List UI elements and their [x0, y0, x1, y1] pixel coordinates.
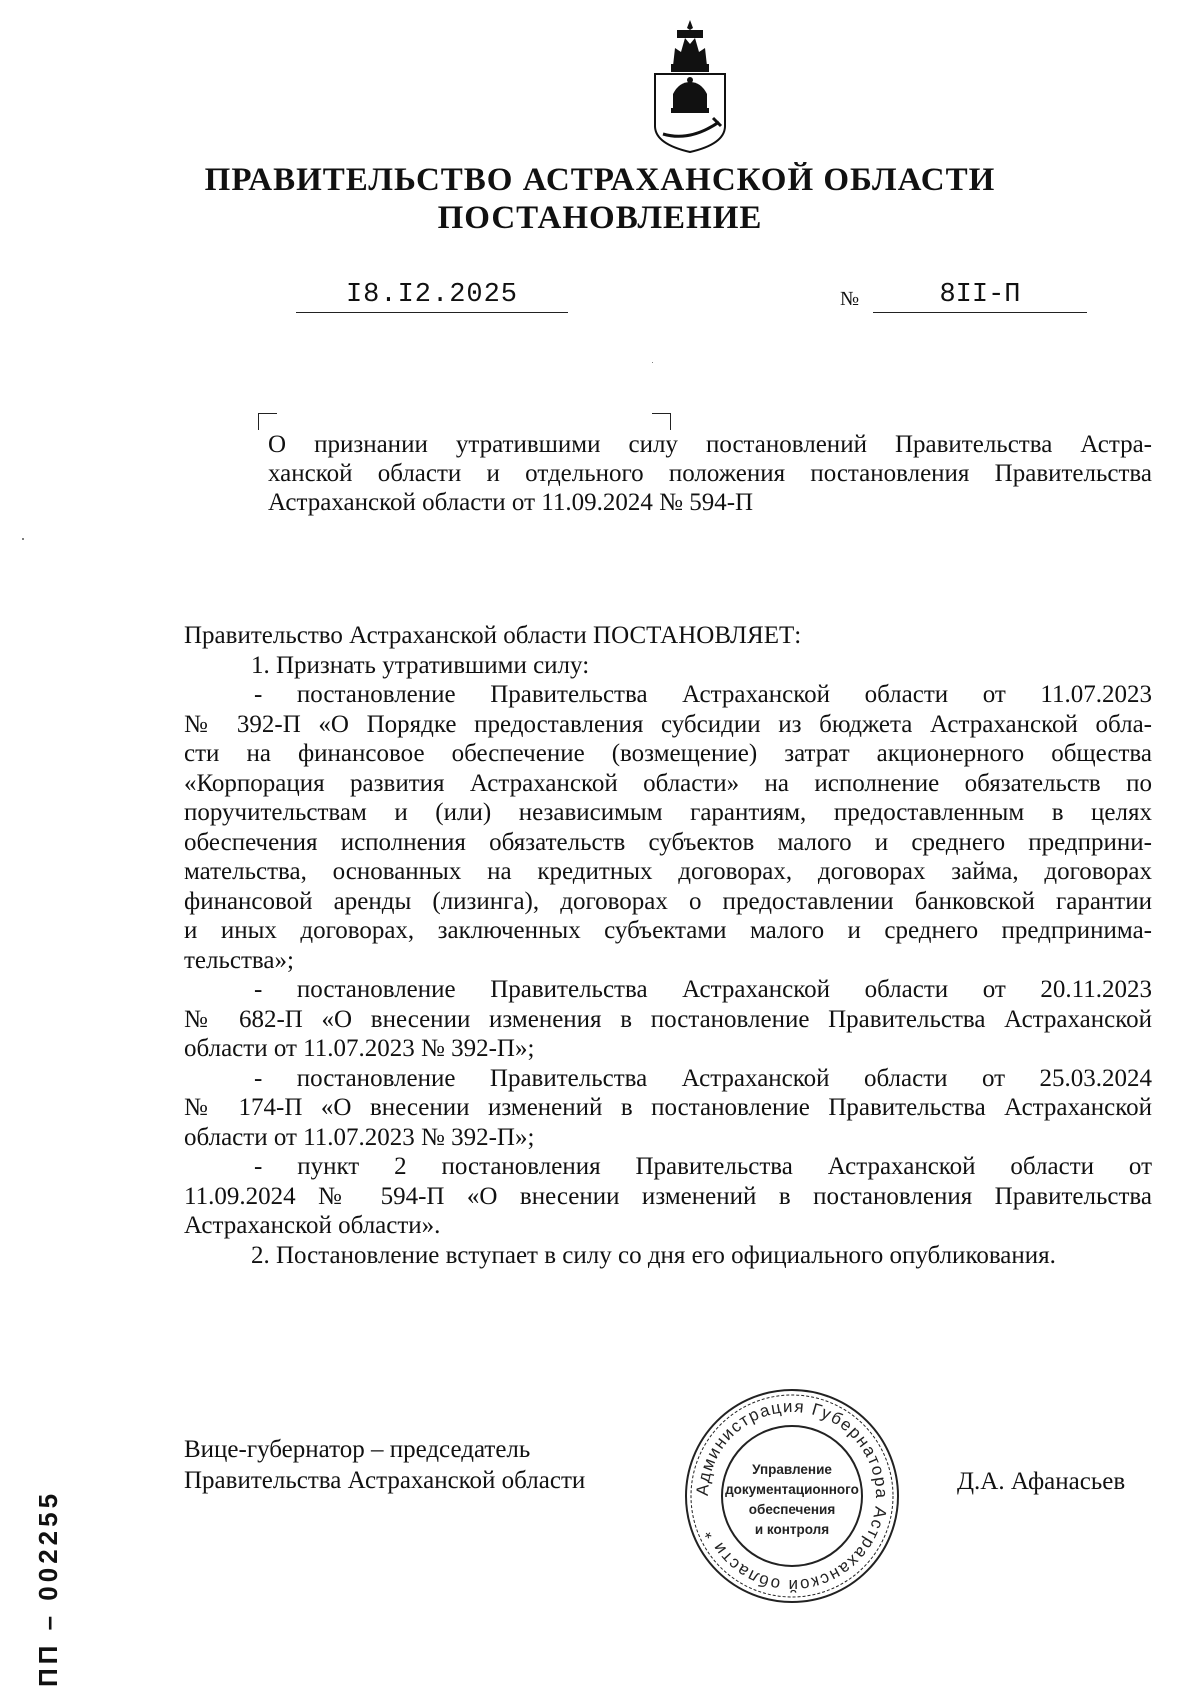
paragraph-1-heading: 1. Признать утратившими силу: — [251, 651, 590, 679]
item-line: обеспечения исполнения обязательств субъектов малого и среднего предприни- — [184, 828, 1152, 856]
scan-speck — [652, 362, 653, 363]
item-line: области от 11.07.2023 № 392-П»; — [184, 1123, 535, 1151]
signer-position — [184, 1434, 585, 1496]
item-line: - пункт 2 постановления Правительства Астраханской области от — [254, 1153, 1152, 1180]
repealed-item-2 — [184, 975, 1152, 1064]
item-line: мательства, основанных на кредитных договорах, договорах займа, договорах — [184, 858, 1152, 885]
item-line: - постановление Правительства Астраханской области от 11.07.2023 — [254, 681, 1152, 708]
body-intro: Правительство Астраханской области ПОСТАНОВЛЯЕТ: — [184, 622, 802, 649]
signer-name: Д.А. Афанасьев — [957, 1468, 1126, 1495]
seal-center-line: документационного — [725, 1482, 859, 1497]
official-seal-stamp — [682, 1386, 902, 1606]
subject-line: О признании утратившими силу постановлений Правительства Астра- — [268, 431, 1152, 458]
document-number: 8II-П — [873, 278, 1087, 313]
subject-corner-mark-left — [258, 413, 277, 430]
seal-center-line: и контроля — [754, 1522, 830, 1537]
item-line: - постановление Правительства Астраханской области от 20.11.2023 — [254, 976, 1152, 1003]
signer-position-line: Вице-губернатор – председатель — [184, 1436, 531, 1463]
repealed-item-3 — [184, 1064, 1152, 1153]
coat-of-arms-emblem — [649, 18, 731, 154]
document-body — [184, 621, 1152, 1270]
item-line: 11.09.2024 № 594-П «О внесении изменений в постановления Правительства — [184, 1182, 1152, 1210]
seal-center-line: обеспечения — [748, 1502, 836, 1517]
side-registration-code: ПП – 002255 — [33, 1489, 63, 1687]
item-line: и иных договорах, заключенных субъектами малого и среднего предпринима- — [184, 917, 1152, 944]
document-type: ПОСТАНОВЛЕНИЕ — [437, 200, 763, 236]
repealed-item-4 — [184, 1152, 1152, 1241]
repealed-item-1 — [184, 680, 1152, 975]
seal-center-line: Управление — [752, 1462, 832, 1477]
item-line: № 174-П «О внесении изменений в постановление Правительства Астраханской — [184, 1094, 1152, 1121]
subject-corner-mark-right — [652, 413, 671, 430]
organization-name: ПРАВИТЕЛЬСТВО АСТРАХАНСКОЙ ОБЛАСТИ — [204, 162, 996, 198]
signer-position-line: Правительства Астраханской области — [184, 1467, 586, 1494]
item-line: финансовой аренды (лизинга), договорах о предоставлении банковской гарантии — [184, 887, 1152, 915]
item-line: сти на финансовое обеспечение (возмещение) затрат акционерного общества — [184, 740, 1152, 767]
item-line: № 392-П «О Порядке предоставления субсидии из бюджета Астраханской обла- — [184, 710, 1152, 738]
subject-line: Астраханской области от 11.09.2024 № 594-П — [268, 489, 754, 516]
subject-line: ханской области и отдельного положения постановления Правительства — [268, 460, 1152, 487]
item-line: - постановление Правительства Астраханской области от 25.03.2024 — [254, 1064, 1152, 1092]
item-line: «Корпорация развития Астраханской области» на исполнение обязательств по — [184, 769, 1152, 797]
paragraph-2: 2. Постановление вступает в силу со дня его официального опубликования. — [251, 1241, 1056, 1269]
seal-ring-text: Администрация Губернатора Астраханской области * — [692, 1396, 892, 1596]
item-line: области от 11.07.2023 № 392-П»; — [184, 1035, 535, 1062]
scan-speck — [22, 538, 24, 540]
item-line: № 682-П «О внесении изменения в постановление Правительства Астраханской — [184, 1005, 1152, 1033]
item-line: тельства»; — [184, 946, 294, 974]
number-sign: № — [840, 288, 860, 310]
document-date: I8.I2.2025 — [296, 278, 568, 313]
item-line: поручительствам и (или) независимым гарантиям, предоставленным в целях — [184, 799, 1152, 826]
item-line: Астраханской области». — [184, 1212, 441, 1239]
document-subject — [268, 430, 1152, 517]
